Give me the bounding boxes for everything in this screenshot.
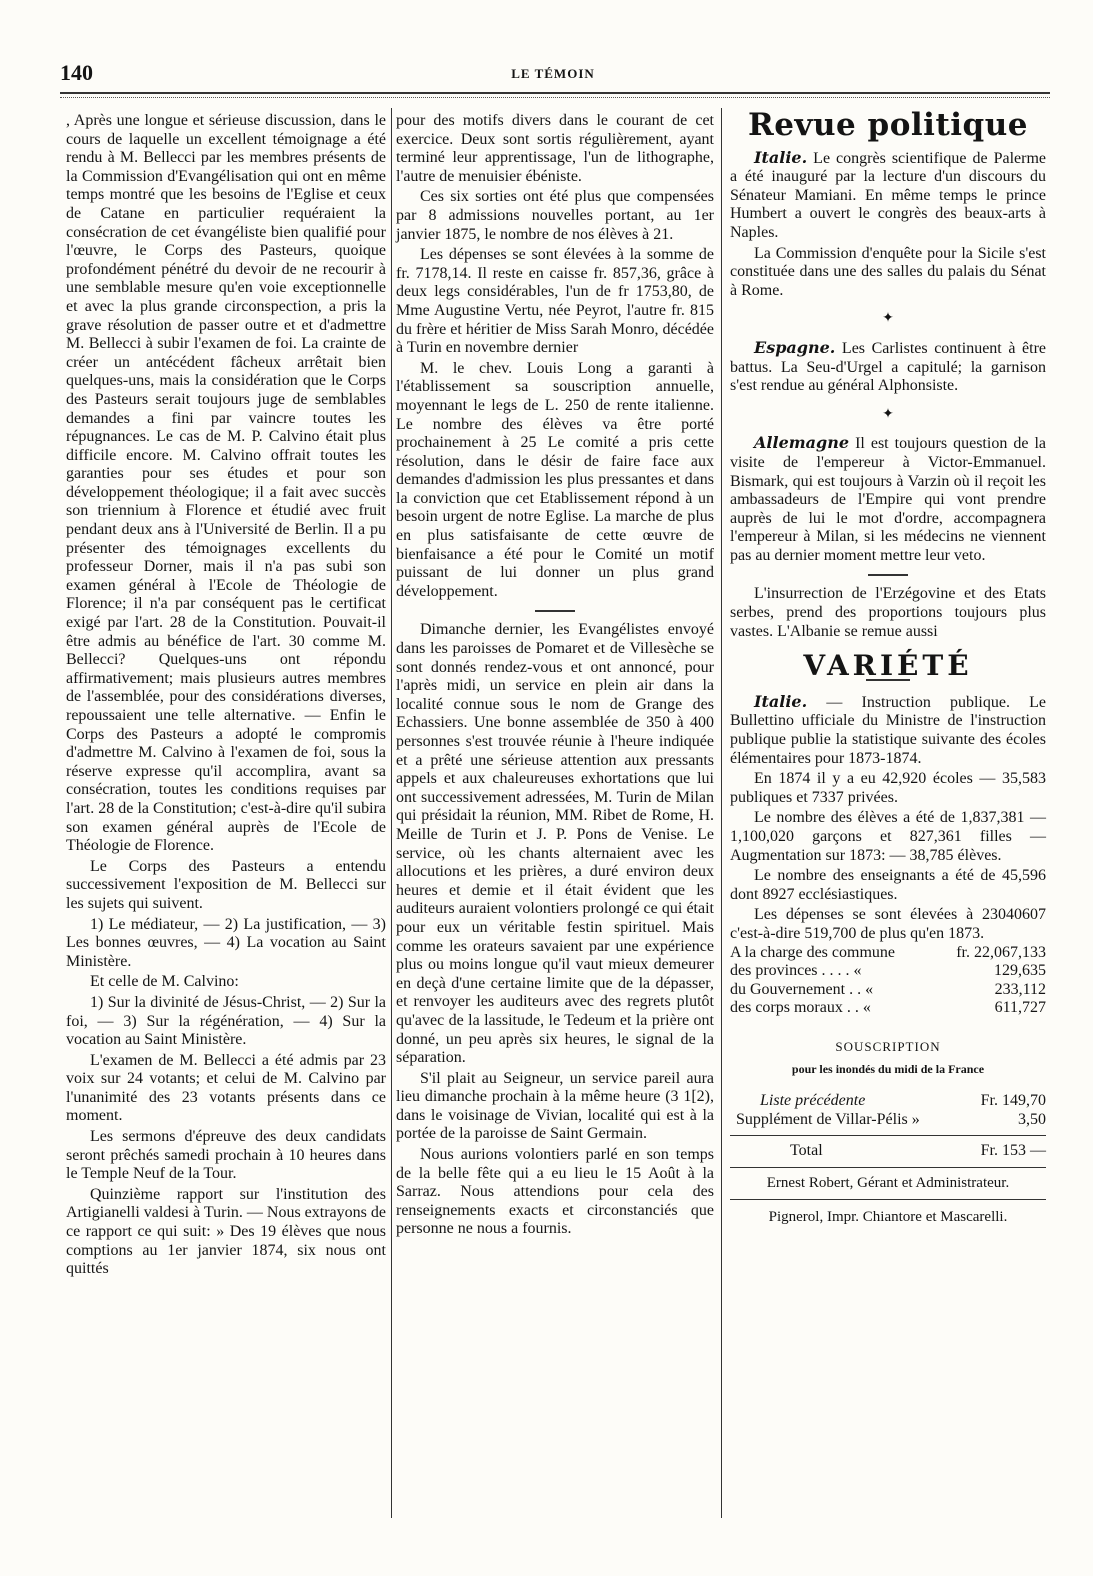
header-rule xyxy=(60,92,1050,94)
footer-rule xyxy=(730,1167,1046,1168)
row-label: Supplément de Villar-Pélis » xyxy=(736,1110,920,1128)
paragraph: Les dépenses se sont élevées à la somme de fr. 7178,14. Il reste en caisse fr. 857,36, grâce à deux legs considérables, l'un de fr 1753,80, de Mme Augustine Vertu, née Peyrot, l'autre fr. 815 du frère et héritier de Miss Sarah Monro, décédée à Turin en novembre dernier xyxy=(396,246,714,357)
header-dotted-rule xyxy=(60,97,1050,98)
table-row xyxy=(730,1092,1046,1111)
table-row xyxy=(730,999,1046,1018)
paragraph: L'examen de M. Bellecci a été admis par 23 voix sur 24 votants; et celui de M. Calvino par l'unanimité des 23 votants présents dans ce moment. xyxy=(66,1051,386,1125)
paragraph: , Après une longue et sérieuse discussion, dans le cours de laquelle un excellent témoignage a été rendu à M. Bellecci par les membres présents de la Commission d'Evangélisation qui ont en même temps montré que les besoins de l'Eglise et ceux de Catane en particulier requéraient la consécration de cet évangéliste bien qualifié pour l'œuvre, le Corps des Pasteurs, quoique profondément pénétré du devoir de ne recourir à une semblable mesure qu'en voie exceptionnelle et avec la plus grande circonspection, a pris la grave résolution de passer outre et et d'admettre M. Bellecci à subir l'examen de foi. La crainte de créer un antécédent fâcheux arrêtait bien quelques-uns, mais la considération que le Corps des Pasteurs serait toujours juge de semblables demandes a fini par vaincre toutes les répugnances. Le cas de M. P. Calvino était plus difficile encore. M. Calvino offrait toutes les garanties pour ses études et pour son développement théologique; il a fait avec succès son triennium à Florence et étudié avec fruit pendant deux ans à l'Université de Berlin. Il a pu présenter des témoignages excellents du professeur Dorner, mais il n'a pas subi son examen général à l'Ecole de Théologie de Florence; il n'a par conséquent pas le certificat exigé par l'art. 28 de la Constitution. Pouvait-il être admis au bénéfice de l'art. 30 comme M. Bellecci? Quelques-uns ont répondu affirmativement; mais plusieurs autres membres de l'assemblée, pour des considérations diverses, repoussaient une telle alternative. — Enfin le Corps des Pasteurs a adopté le compromis d'admettre M. Calvino à l'examen de foi, sous la réserve expresse qu'il accomplira, avant sa consécration, toutes les conditions requises par l'art. 28 de la Constitution; c'est-à-dire qu'il subira son examen général auprès de l'Ecole de Théologie de Florence. xyxy=(66,112,386,855)
paragraph: Et celle de M. Calvino: xyxy=(90,973,239,991)
country-label: Italie. xyxy=(754,691,808,711)
star-separator: ✦ xyxy=(882,311,894,327)
total-value: Fr. 153 — xyxy=(980,1142,1046,1160)
table-row xyxy=(730,962,1046,981)
row-value: 3,50 xyxy=(1018,1110,1046,1128)
printer-line: Pignerol, Impr. Chiantore et Mascarelli. xyxy=(768,1208,1008,1225)
news-allemagne xyxy=(730,434,1046,565)
paragraph: Ces six sorties ont été plus que compensées par 8 admissions nouvelles portant, au 1er janvier 1875, le nombre de nos élèves à 21. xyxy=(396,188,714,243)
paragraph: pour des motifs divers dans le courant de cet exercice. Deux sont sortis régulièrement, ayant terminé leur apprentissage, l'un de lithographe, l'autre de menuisier ébéniste. xyxy=(396,112,714,185)
row-value: 129,635 xyxy=(994,962,1046,980)
total-rule xyxy=(730,1135,1046,1136)
news-espagne xyxy=(730,339,1046,396)
page-number: 140 xyxy=(60,60,93,85)
variete-intro xyxy=(730,693,1046,768)
journal-title: LE TÉMOIN xyxy=(511,66,595,81)
expense-table xyxy=(730,944,1046,1018)
row-label: des corps moraux . . « xyxy=(730,999,871,1017)
row-value: Fr. 149,70 xyxy=(980,1092,1046,1110)
paragraph: En 1874 il y a eu 42,920 écoles — 35,583 publiques et 7337 privées. xyxy=(730,770,1046,806)
page-header xyxy=(60,58,1046,84)
paragraph: La Commission d'enquête pour la Sicile s'est constituée dans une des salles du palais du Sénat à Rome. xyxy=(730,244,1046,299)
total-label: Total xyxy=(790,1142,823,1160)
row-label: du Gouvernement . . « xyxy=(730,980,874,998)
row-label: A la charge des commune xyxy=(730,943,895,961)
column-rule-2 xyxy=(721,108,722,1518)
paragraph: Quinzième rapport sur l'institution des Artigianelli valdesi à Turin. — Nous extrayons de ce rapport ce qui suit: » Des 19 élèves que nous comptions au 1er janvier 1874, six nous ont quittés xyxy=(66,1185,386,1278)
paragraph: Les sermons d'épreuve des deux candidats seront prêchés samedi prochain à 10 heures dans le Temple Neuf de la Tour. xyxy=(66,1128,386,1183)
row-value: 233,112 xyxy=(994,980,1046,998)
paragraph: Le Corps des Pasteurs a entendu successivement l'exposition de M. Bellecci sur les sujets qui suivent. xyxy=(66,857,386,912)
footer-rule xyxy=(730,1199,1046,1200)
news-text: Le congrès scientifique de Palerme a été inauguré par la lecture d'un discours du Sénateur Mamiani. En même temps le prince Humbert a ouvert le congrès des beaux-arts à Naples. xyxy=(730,149,1047,241)
paragraph: Le nombre des enseignants a été de 45,596 dont 8927 ecclésiastiques. xyxy=(730,867,1046,903)
news-text: Il est toujours question de la visite de l'empereur à Victor-Emmanuel. Bismark, qui est toujours à Varzin où il reçoit les ambassadeurs de l'Empire qui vont prendre auprès de lui le mot d'ordre, accompagnera l'empereur à Milan, si les médecins ne viennent pas au dernier moment mettre leur veto. xyxy=(730,435,1046,564)
row-value: fr. 22,067,133 xyxy=(956,943,1046,961)
souscription-total xyxy=(730,1142,1046,1161)
country-label: Allemagne xyxy=(754,433,850,453)
news-text: Les Carlistes continuent à être battus. La Seu-d'Urgel a capitulé; la garnison s'est rendue au général Alphonsiste. xyxy=(730,339,1046,395)
column-2 xyxy=(396,112,714,1239)
news-italie xyxy=(730,149,1046,243)
revue-politique-title: Revue politique xyxy=(748,107,1028,143)
country-label: Espagne. xyxy=(754,337,836,357)
paragraph: Nous aurions volontiers parlé en son temps de la belle fête qui a eu lieu le 15 Août à la Sarraz. Nous attendions pour cela des renseignements exacts et circonstanciés que personne ne nous a fournis. xyxy=(396,1146,714,1238)
table-row xyxy=(730,944,1046,963)
row-value: 611,727 xyxy=(994,999,1046,1017)
variete-intro-text: — Instruction publique. Le Bullettino ufficiale du Ministre de l'instruction publique publie la statistique suivante des écoles élémentaires pour 1873-1874. xyxy=(730,693,1047,767)
souscription-title: SOUSCRIPTION xyxy=(835,1038,941,1054)
paragraph: Le nombre des élèves a été de 1,837,381 — 1,100,020 garçons et 827,361 filles — Augmentation sur 1873: — 38,785 élèves. xyxy=(730,809,1046,864)
table-row xyxy=(730,1142,1046,1161)
paragraph: M. le chev. Louis Long a garanti à l'établissement sa souscription annuelle, moyennant le legs de L. 250 de rente italienne. Le nombre des élèves va être porté prochainement à 25 Le comité a pris cette résolution, dans le désir de faire face aux demandes d'admission les plus pressantes et dans la conviction que cet Etablissement répond à un besoin urgent de notre Eglise. La marche de plus en plus satisfaisante de cette œuvre de bienfaisance a été pour le Comité un motif puissant de lui donner un plus grand développement. xyxy=(396,359,714,600)
column-3 xyxy=(730,107,1047,1226)
paragraph: S'il plait au Seigneur, un service pareil aura lieu dimanche prochain à la même heure (3 1[2), dans le voisinage de Vivian, localité qui est à la portée de la paroisse de Saint Germain. xyxy=(396,1069,714,1143)
table-row xyxy=(730,1111,1046,1130)
souscription-table xyxy=(730,1092,1046,1129)
paragraph: 1) Le médiateur, — 2) La justification, — 3) Les bonnes œuvres, — 4) La vocation au Saint Ministère. xyxy=(66,915,386,970)
paragraph: Dimanche dernier, les Evangélistes envoyé dans les paroisses de Pomaret et de Villesèche se sont donnés rendez-vous et ont annoncé, pour l'après midi, un service en plein air dans la localité connue sous le nom de Grange des Echassiers. Une bonne assemblée de 350 à 400 personnes s'est trouvée réunie à l'heure indiquée et a prêté une sérieuse attention aux pressants appels et aux chaleureuses exhortations que lui ont successivement adressées, M. Turin de Milan qui présidait la réunion, MM. Ribet de Rome, H. Meille de Turin et J. P. Pons de Venise. Le service, où les chants alternaient avec les allocutions et les prières, a duré environ deux heures et demie et il était évident que les auditeurs auraient volontiers prolongé ce qui était pour eux un véritable festin spirituel. Mais comme les orateurs savaient par une expérience plus ou moins longue qu'il vaut mieux demeurer en deçà d'une certaine limite que de la dépasser, et renvoyer les auditeurs avec des regrets plutôt qu'avec de la lassitude, le Tedeum et la prière ont donné, un peu après six heures, le signal de la séparation. xyxy=(396,621,714,1067)
paragraph: 1) Sur la divinité de Jésus-Christ, — 2) Sur la foi, — 3) Sur la régénération, — 4) Sur la vocation au Saint Ministère. xyxy=(66,993,386,1049)
country-label: Italie. xyxy=(754,147,808,167)
paragraph: L'insurrection de l'Erzégovine et des Etats serbes, prend des proportions toujours plus vastes. L'Albanie se remue aussi xyxy=(730,585,1046,640)
variete-title: VARIÉTÉ xyxy=(803,649,973,683)
column-rule-1 xyxy=(391,108,392,1518)
row-label: Liste précédente xyxy=(760,1092,866,1110)
souscription-subtitle: pour les inondés du midi de la France xyxy=(791,1061,985,1076)
section-separator xyxy=(535,610,575,612)
section-separator xyxy=(868,574,908,576)
star-separator: ✦ xyxy=(882,406,894,422)
row-label: des provinces . . . . « xyxy=(730,962,862,980)
gerant-line: Ernest Robert, Gérant et Administrateur. xyxy=(766,1174,1010,1191)
table-row xyxy=(730,981,1046,1000)
paragraph: Les dépenses se sont élevées à 23040607 c'est-à-dire 519,700 de plus qu'en 1873. xyxy=(730,906,1046,942)
column-1 xyxy=(66,112,386,1279)
